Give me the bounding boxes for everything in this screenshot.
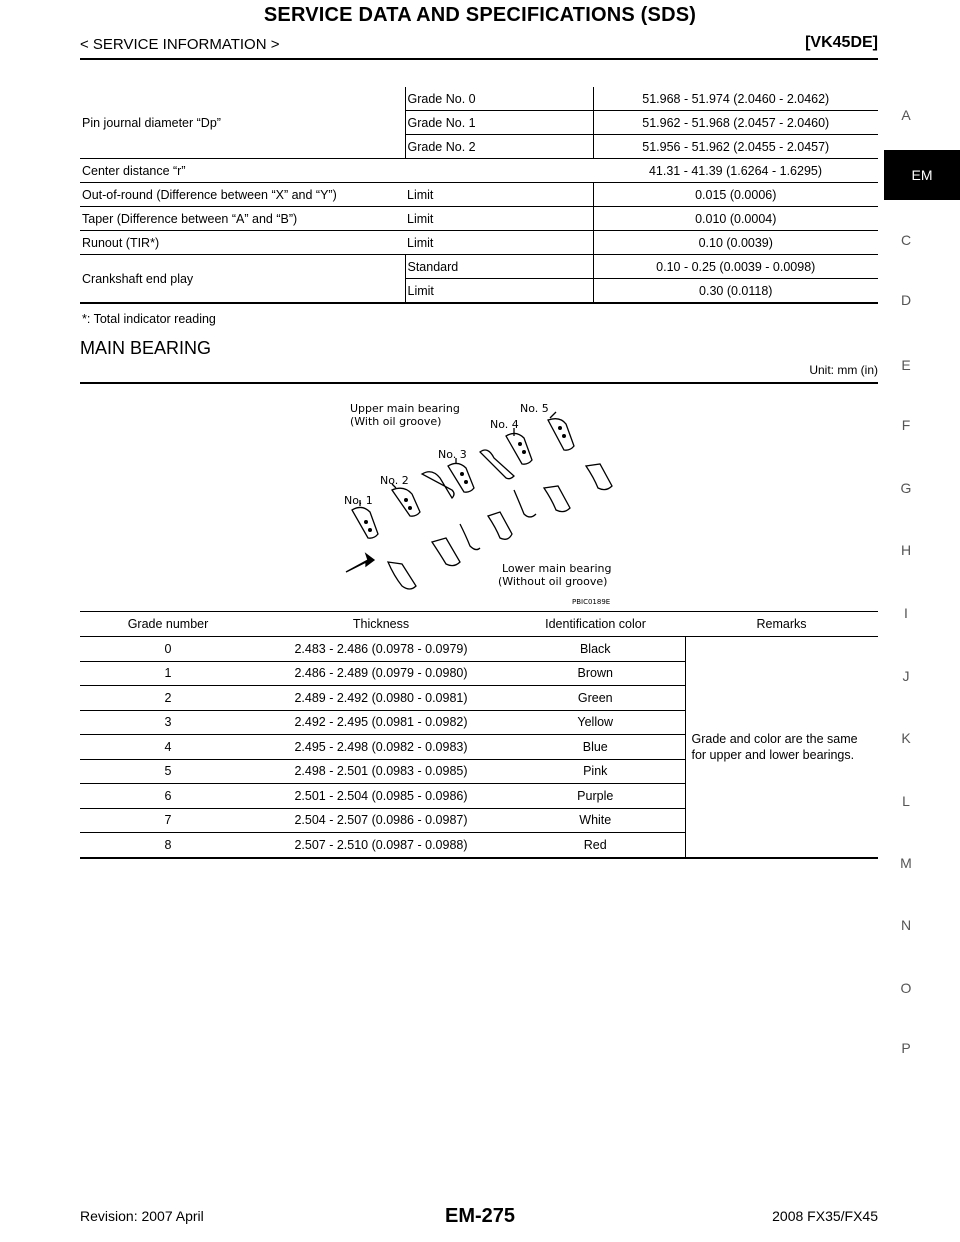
lower-bearing-no2 [432, 538, 460, 566]
upper-bearing-groove-no2 [422, 472, 454, 498]
lower-bearing-no3 [488, 512, 512, 539]
thickness-cell: 2.504 - 2.507 (0.0986 - 0.0987) [256, 808, 506, 833]
thickness-cell: 2.495 - 2.498 (0.0982 - 0.0983) [256, 735, 506, 760]
table-row [80, 637, 878, 662]
pin-journal-label: Pin journal diameter “Dp” [80, 87, 405, 159]
col-remarks: Remarks [685, 612, 878, 637]
side-tab-i[interactable]: I [904, 605, 908, 621]
oil-hole [408, 506, 412, 510]
thickness-cell: 2.501 - 2.504 (0.0985 - 0.0986) [256, 784, 506, 809]
side-tab-o[interactable]: O [900, 980, 912, 996]
color-cell: Yellow [506, 710, 685, 735]
side-tab-f[interactable]: F [901, 417, 911, 433]
footnote: *: Total indicator reading [82, 312, 216, 326]
upper-bearing-no2 [392, 488, 420, 516]
bearing-no1-label: No. 1 [344, 494, 373, 507]
oil-hole [518, 442, 522, 446]
oil-hole [364, 520, 368, 524]
col-grade-number: Grade number [80, 612, 256, 637]
end-play-standard-value: 0.10 - 0.25 (0.0039 - 0.0098) [593, 255, 878, 279]
side-tab-n[interactable]: N [900, 917, 912, 933]
lower-bearing-label-2: (Without oil groove) [498, 575, 608, 588]
thickness-cell: 2.489 - 2.492 (0.0980 - 0.0981) [256, 686, 506, 711]
table-row [80, 207, 878, 231]
page-number: EM-275 [444, 1205, 516, 1227]
lower-bearing-no3a [460, 524, 480, 550]
figure-code: PBIC0189E [572, 598, 611, 606]
color-cell: Purple [506, 784, 685, 809]
pin-grade-2-value: 51.956 - 51.962 (2.0455 - 2.0457) [593, 135, 878, 159]
table-row [80, 231, 878, 255]
bearing-no3-label: No. 3 [438, 448, 467, 461]
out-of-round-label: Out-of-round (Difference between “X” and “Y”) [80, 183, 405, 207]
color-cell: Green [506, 686, 685, 711]
table-row [80, 255, 878, 279]
color-cell: White [506, 808, 685, 833]
thickness-cell: 2.486 - 2.489 (0.0979 - 0.0980) [256, 661, 506, 686]
pin-grade-1-value: 51.962 - 51.968 (2.0457 - 2.0460) [593, 111, 878, 135]
table-row [80, 159, 878, 183]
page-title: SERVICE DATA AND SPECIFICATIONS (SDS) [263, 4, 697, 26]
unit-label: Unit: mm (in) [809, 363, 878, 377]
lower-bearing-label-1: Lower main bearing [502, 562, 612, 575]
taper-label: Taper (Difference between “A” and “B”) [80, 207, 405, 231]
color-cell: Pink [506, 759, 685, 784]
grade-cell: 7 [80, 808, 256, 833]
upper-bearing-no4 [506, 433, 532, 464]
taper-value: 0.010 (0.0004) [593, 207, 878, 231]
col-identification-color: Identification color [506, 612, 685, 637]
upper-bearing-no5 [548, 419, 574, 451]
end-play-standard-label: Standard [405, 255, 593, 279]
grade-cell: 6 [80, 784, 256, 809]
pin-grade-0: Grade No. 0 [405, 87, 593, 111]
lower-bearing-no5 [586, 464, 612, 490]
table-header-row [80, 612, 878, 637]
oil-hole [562, 434, 566, 438]
main-bearing-grade-table [80, 611, 878, 859]
oil-hole [404, 498, 408, 502]
thickness-cell: 2.483 - 2.486 (0.0978 - 0.0979) [256, 637, 506, 662]
grade-cell: 3 [80, 710, 256, 735]
bearing-no2-label: No. 2 [380, 474, 409, 487]
side-tab-m[interactable]: M [900, 855, 912, 871]
upper-bearing-label-2: (With oil groove) [350, 415, 442, 428]
lower-bearing-no4a [514, 490, 536, 517]
center-distance-label: Center distance “r” [80, 159, 593, 183]
oil-hole [464, 480, 468, 484]
out-of-round-sub: Limit [405, 183, 593, 207]
thickness-cell: 2.498 - 2.501 (0.0983 - 0.0985) [256, 759, 506, 784]
thickness-cell: 2.492 - 2.495 (0.0981 - 0.0982) [256, 710, 506, 735]
header-rule [80, 58, 878, 60]
section-path: < SERVICE INFORMATION > [80, 36, 280, 53]
lower-bearing-no4 [544, 486, 570, 512]
side-tab-l[interactable]: L [902, 793, 910, 809]
grade-cell: 0 [80, 637, 256, 662]
engine-code: [VK45DE] [805, 34, 878, 51]
runout-label: Runout (TIR*) [80, 231, 405, 255]
side-tab-d[interactable]: D [900, 292, 912, 308]
pin-grade-0-value: 51.968 - 51.974 (2.0460 - 2.0462) [593, 87, 878, 111]
table-row [80, 87, 878, 111]
out-of-round-value: 0.015 (0.0006) [593, 183, 878, 207]
col-thickness: Thickness [256, 612, 506, 637]
side-tab-e[interactable]: E [901, 357, 911, 373]
color-cell: Blue [506, 735, 685, 760]
revision-label: Revision: 2007 April [80, 1208, 204, 1224]
oil-hole [522, 450, 526, 454]
bearing-no5-label: No. 5 [520, 402, 549, 415]
leader-no5 [550, 412, 556, 418]
crankshaft-spec-table [80, 87, 878, 304]
main-bearing-figure [330, 392, 630, 608]
pin-grade-1: Grade No. 1 [405, 111, 593, 135]
section-heading: MAIN BEARING [80, 338, 212, 358]
lower-bearing-no1 [388, 562, 416, 589]
side-tab-g[interactable]: G [900, 480, 912, 496]
grade-cell: 5 [80, 759, 256, 784]
end-play-label: Crankshaft end play [80, 255, 405, 304]
model-label: 2008 FX35/FX45 [772, 1208, 878, 1224]
color-cell: Red [506, 833, 685, 858]
side-tab-em[interactable]: EM [884, 150, 960, 200]
side-tab-j[interactable]: J [902, 668, 910, 684]
side-tab-c[interactable]: C [900, 232, 912, 248]
front-arrow-icon [346, 554, 374, 572]
center-distance-value: 41.31 - 41.39 (1.6264 - 1.6295) [593, 159, 878, 183]
runout-value: 0.10 (0.0039) [593, 231, 878, 255]
upper-bearing-no3 [448, 463, 474, 492]
runout-sub: Limit [405, 231, 593, 255]
remarks-line-2: for upper and lower bearings. [691, 747, 855, 762]
thickness-cell: 2.507 - 2.510 (0.0987 - 0.0988) [256, 833, 506, 858]
grade-cell: 2 [80, 686, 256, 711]
color-cell: Brown [506, 661, 685, 686]
pin-grade-2: Grade No. 2 [405, 135, 593, 159]
side-tab-h[interactable]: H [900, 542, 912, 558]
upper-bearing-groove-no3 [480, 450, 514, 479]
end-play-limit-value: 0.30 (0.0118) [593, 279, 878, 304]
grade-cell: 1 [80, 661, 256, 686]
side-tab-k[interactable]: K [901, 730, 911, 746]
oil-hole [368, 528, 372, 532]
end-play-limit-label: Limit [405, 279, 593, 304]
color-cell: Black [506, 637, 685, 662]
bearing-no4-label: No. 4 [490, 418, 519, 431]
remarks-line-1: Grade and color are the same [691, 731, 858, 746]
table-row [80, 183, 878, 207]
side-tab-p[interactable]: P [901, 1040, 911, 1056]
remarks-cell [685, 637, 878, 858]
grade-cell: 8 [80, 833, 256, 858]
taper-sub: Limit [405, 207, 593, 231]
oil-hole [558, 426, 562, 430]
upper-bearing-label-1: Upper main bearing [350, 402, 460, 415]
grade-cell: 4 [80, 735, 256, 760]
side-tab-a[interactable]: A [901, 107, 911, 123]
oil-hole [460, 472, 464, 476]
section-rule [80, 382, 878, 384]
